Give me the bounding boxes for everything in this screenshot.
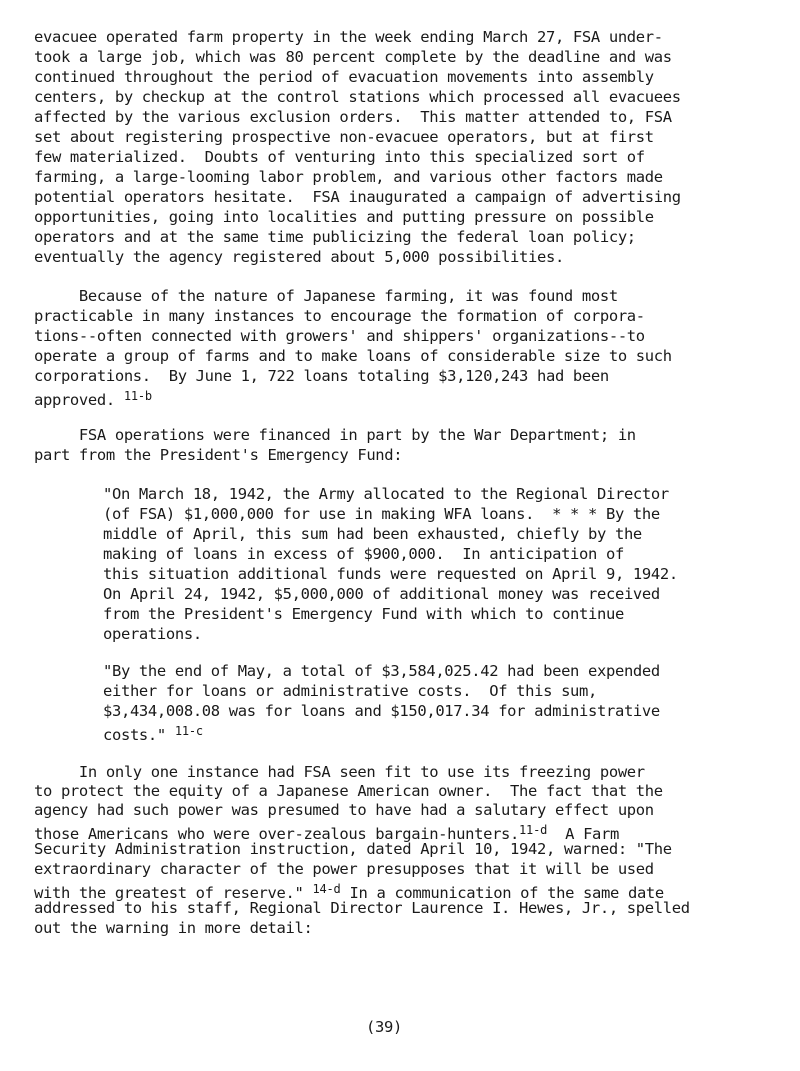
text-line <box>103 721 203 745</box>
footnote-ref: 14-d <box>312 882 341 896</box>
text-line: potential operators hesitate. FSA inaugurated a campaign of advertising <box>34 188 681 206</box>
text-line: FSA operations were financed in part by the War Department; in <box>34 426 636 444</box>
text-line: took a large job, which was 80 percent complete by the deadline and was <box>34 48 672 66</box>
text-line: this situation additional funds were requested on April 9, 1942. <box>103 565 678 583</box>
text-line: farming, a large-looming labor problem, and various other factors made <box>34 168 663 186</box>
text-line: evacuee operated farm property in the week ending March 27, FSA under- <box>34 28 663 46</box>
text-segment: those Americans who were over-zealous bargain-hunters. <box>34 825 520 843</box>
text-line: extraordinary character of the power presupposes that it will be used <box>34 860 654 878</box>
text-line: tions--often connected with growers' and shippers' organizations--to <box>34 327 645 345</box>
text-line: operations. <box>103 625 202 643</box>
text-line: part from the President's Emergency Fund: <box>34 446 403 464</box>
text-line: Because of the nature of Japanese farming, it was found most <box>34 287 618 305</box>
text-line: eventually the agency registered about 5,000 possibilities. <box>34 248 564 266</box>
text-line: set about registering prospective non-evacuee operators, but at first <box>34 128 654 146</box>
text-line <box>34 386 152 410</box>
text-line: operators and at the same time publicizing the federal loan policy; <box>34 228 636 246</box>
text-line: corporations. By June 1, 722 loans totaling $3,120,243 had been <box>34 367 609 385</box>
text-segment: with the greatest of reserve." <box>34 884 313 902</box>
text-line: either for loans or administrative costs. Of this sum, <box>103 682 597 700</box>
text-line: out the warning in more detail: <box>34 919 313 937</box>
text-line: $3,434,008.08 was for loans and $150,017.34 for administrative <box>103 702 660 720</box>
text-line: Security Administration instruction, dated April 10, 1942, warned: "The <box>34 840 672 858</box>
text-line: centers, by checkup at the control stations which processed all evacuees <box>34 88 681 106</box>
text-line: few materialized. Doubts of venturing into this specialized sort of <box>34 148 645 166</box>
text-line: continued throughout the period of evacuation movements into assembly <box>34 68 654 86</box>
footnote-ref: 11-b <box>123 389 152 403</box>
text-line: In only one instance had FSA seen fit to use its freezing power <box>34 763 645 781</box>
text-segment: A Farm <box>547 825 619 843</box>
page-number: (39) <box>366 1018 402 1036</box>
text-segment: approved. <box>34 391 124 409</box>
footnote-ref: 11-c <box>174 724 203 738</box>
text-line: operate a group of farms and to make loans of considerable size to such <box>34 347 672 365</box>
text-line: affected by the various exclusion orders. This matter attended to, FSA <box>34 108 672 126</box>
text-line: On April 24, 1942, $5,000,000 of additional money was received <box>103 585 660 603</box>
text-line: from the President's Emergency Fund with which to continue <box>103 605 624 623</box>
text-line: addressed to his staff, Regional Director Laurence I. Hewes, Jr., spelled <box>34 899 690 917</box>
footnote-ref: 11-d <box>519 823 548 837</box>
text-line: to protect the equity of a Japanese American owner. The fact that the <box>34 782 663 800</box>
text-line: making of loans in excess of $900,000. In anticipation of <box>103 545 624 563</box>
text-line: "By the end of May, a total of $3,584,025.42 had been expended <box>103 662 660 680</box>
text-segment: In a communication of the same date <box>340 884 664 902</box>
text-line: agency had such power was presumed to have had a salutary effect upon <box>34 801 654 819</box>
text-line: (of FSA) $1,000,000 for use in making WFA loans. * * * By the <box>103 505 660 523</box>
text-line: opportunities, going into localities and putting pressure on possible <box>34 208 654 226</box>
text-line: "On March 18, 1942, the Army allocated to the Regional Director <box>103 485 669 503</box>
text-line: practicable in many instances to encourage the formation of corpora- <box>34 307 645 325</box>
text-segment: costs." <box>103 726 175 744</box>
text-line: middle of April, this sum had been exhausted, chiefly by the <box>103 525 642 543</box>
